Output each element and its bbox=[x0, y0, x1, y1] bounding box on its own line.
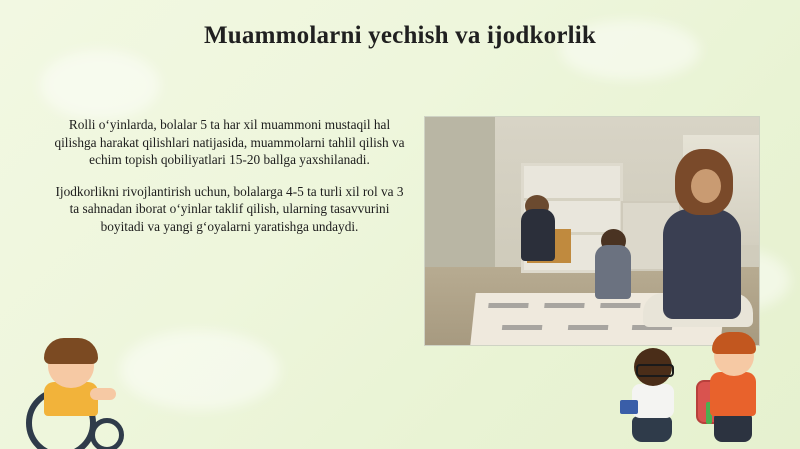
child-arm bbox=[90, 388, 116, 400]
classroom-photo bbox=[424, 116, 760, 346]
child-hair bbox=[44, 338, 98, 364]
wheelchair-child-icon bbox=[18, 338, 138, 442]
mat-marking bbox=[600, 303, 641, 308]
background-blob bbox=[40, 50, 160, 120]
page-title: Muammolarni yechish va ijodkorlik bbox=[203, 22, 597, 49]
adult-figure bbox=[663, 209, 741, 319]
wall-left-panel bbox=[425, 117, 495, 277]
slide-body-text bbox=[52, 116, 407, 235]
photo-scene bbox=[425, 117, 759, 345]
child-figure bbox=[595, 245, 631, 299]
mat-marking bbox=[502, 325, 543, 330]
mat-marking bbox=[544, 303, 585, 308]
paragraph-2: Ijodkorlikni rivojlantirish uchun, bolalarga 4-5 ta turli xil rol va 3 ta sahnadan iborat o‘yinlar taklif qilish, ularning tasavvurini boyitadi va yangi g‘oyalarni yaratishga undaydi. bbox=[55, 183, 404, 234]
backpack-child-icon bbox=[694, 336, 786, 446]
background-blob bbox=[120, 330, 280, 410]
child-figure bbox=[521, 209, 555, 261]
wheelchair-caster-icon bbox=[90, 418, 124, 449]
glasses-icon bbox=[636, 364, 674, 377]
child-body bbox=[710, 372, 756, 416]
mat-marking bbox=[488, 303, 529, 308]
child-legs bbox=[632, 416, 672, 442]
mat-marking bbox=[568, 325, 609, 330]
book-icon bbox=[620, 400, 638, 414]
adult-face bbox=[691, 169, 721, 203]
child-legs bbox=[714, 414, 752, 442]
child-body bbox=[632, 384, 674, 418]
paragraph-1: Rolli o‘yinlarda, bolalar 5 ta har xil muammoni mustaqil hal qilishga harakat qilishlari natijasida, muammolarni tahlil qilish va echim topish qobiliyatlari 15-20 ballga yaxshilanadi. bbox=[54, 117, 405, 168]
child-hair bbox=[712, 332, 756, 354]
running-child-icon bbox=[620, 348, 690, 444]
